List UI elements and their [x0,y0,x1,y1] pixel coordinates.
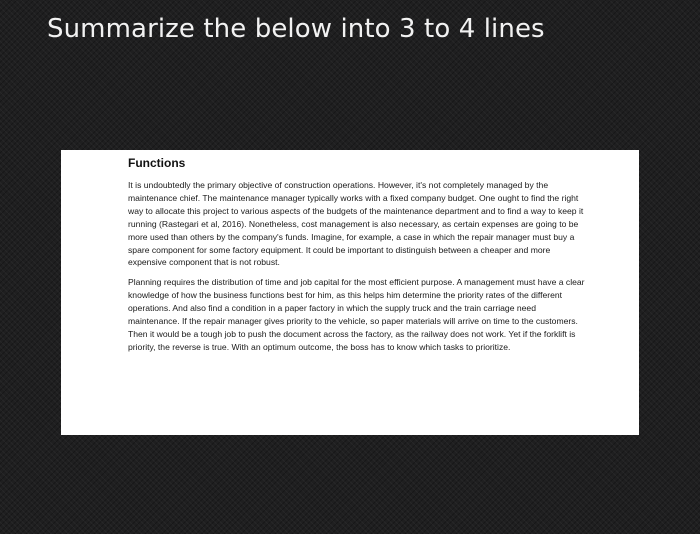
document-image [61,150,639,435]
page-title: Summarize the below into 3 to 4 lines [47,14,545,44]
document-paragraph-1: It is undoubtedly the primary objective of construction operations. However, it's not completely managed by the maintenance chief. The maintenance manager typically works with a fixed company budget. One ought to find the right way to allocate this project to various aspects of the budgets of the maintenance department and to find a way to keep it running (Rastegari et al, 2016). Nonetheless, cost management is also necessary, as certain expenses are going to be more used than others by the company's funds. Imagine, for example, a case in which the repair manager must buy a spare component for some factory equipment. It could be important to distinguish between a cheaper and more expensive component that is not robust. [128,180,584,268]
document-paragraph-2: Planning requires the distribution of time and job capital for the most efficient purpose. A management must have a clear knowledge of how the business functions best for him, as this helps him determine the priority rates of the different operations. And also find a condition in a paper factory in which the supply truck and the train carriage need maintenance. If the repair manager gives priority to the vehicle, so paper materials will arrive on time to the customers. Then it would be a tough job to push the document across the factory, as the railway does not work. Yet if the forklift is priority, the reverse is true. With an optimum outcome, the boss has to know which tasks to prioritize. [128,277,585,352]
document-heading: Functions [128,156,186,170]
